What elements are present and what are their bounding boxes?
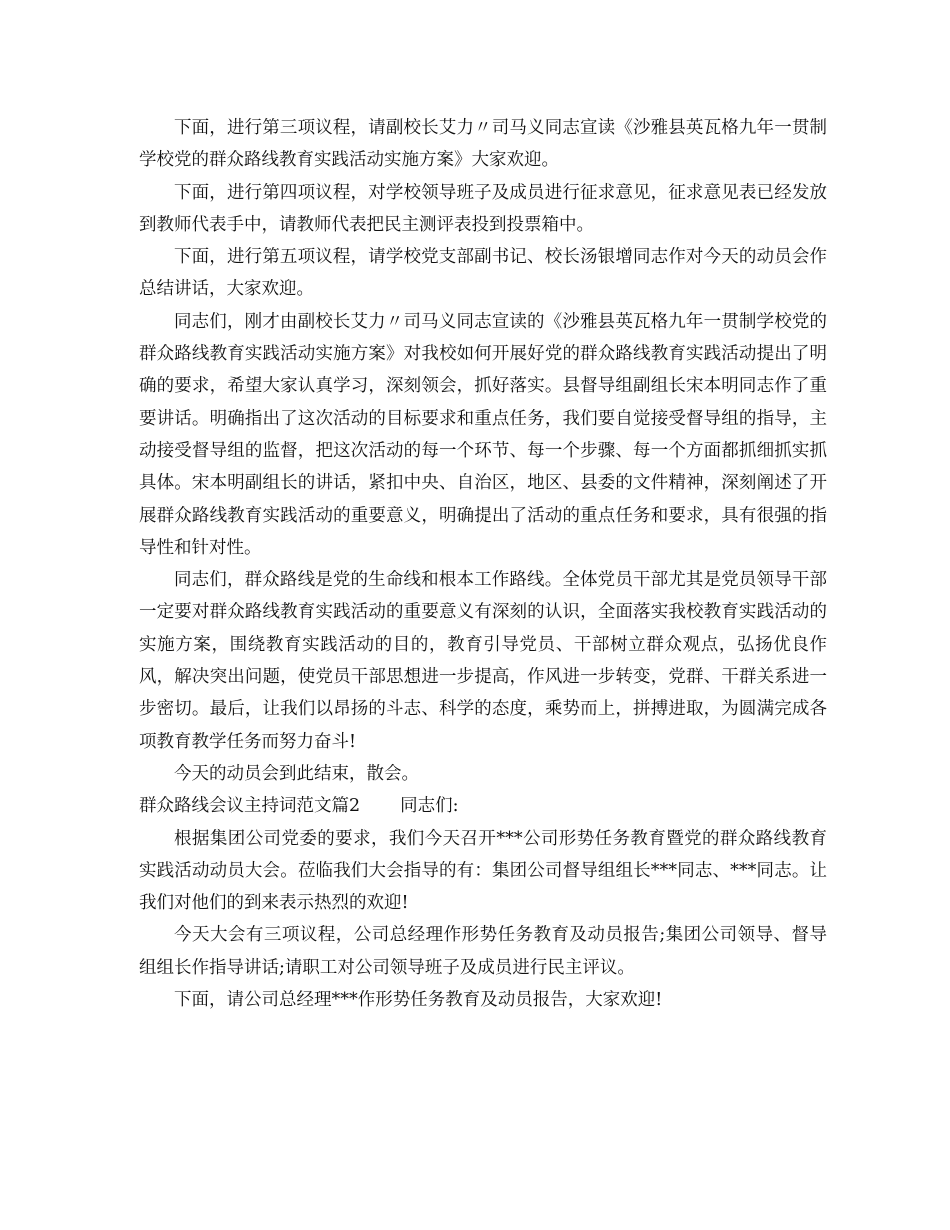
section-greeting: 同志们: [400, 796, 459, 817]
paragraph-agenda-item-3: 下面，进行第三项议程，请副校长艾力〃司马义同志宣读《沙雅县英瓦格九年一贯制学校党的群众路线教育实践活动实施方案》大家欢迎。 [139, 118, 827, 171]
section-title: 群众路线会议主持词范文篇2 [139, 796, 361, 817]
paragraph-report-invite: 下面，请公司总经理***作形势任务教育及动员报告，大家欢迎! [174, 990, 663, 1011]
paragraph-meeting-opening: 根据集团公司党委的要求，我们今天召开***公司形势任务教育暨党的群众路线教育实践活动动员大会。莅临我们大会指导的有：集团公司督导组组长***同志、***同志。让我们对他们的到来表示热烈的欢迎! [139, 828, 827, 914]
paragraph-summary-speech: 同志们，刚才由副校长艾力〃司马义同志宣读的《沙雅县英瓦格九年一贯制学校党的群众路线教育实践活动实施方案》对我校如何开展好党的群众路线教育实践活动提出了明确的要求，希望大家认真学习，深刻领会，抓好落实。县督导组副组长宋本明同志作了重要讲话。明确指出了这次活动的目标要求和重点任务，我们要自觉接受督导组的指导，主动接受督导组的监督，把这次活动的每一个环节、每一个步骤、每一个方面都抓细抓实抓具体。宋本明副组长的讲话，紧扣中央、自治区，地区、县委的文件精神，深刻阐述了开展群众路线教育实践活动的重要意义，明确提出了活动的重点任务和要求，具有很强的指导性和针对性。 [139, 311, 827, 558]
paragraph-agenda-overview: 今天大会有三项议程，公司总经理作形势任务教育及动员报告;集团公司领导、督导组组长作指导讲话;请职工对公司领导班子及成员进行民主评议。 [139, 925, 827, 978]
document-page [139, 112, 827, 1016]
paragraph-mass-line: 同志们，群众路线是党的生命线和根本工作路线。全体党员干部尤其是党员领导干部一定要对群众路线教育实践活动的重要意义有深刻的认识，全面落实我校教育实践活动的实施方案，围绕教育实践活动的目的，教育引导党员、干部树立群众观点，弘扬优良作风，解决突出问题，使党员干部思想进一步提高，作风进一步转变，党群、干群关系进一步密切。最后，让我们以昂扬的斗志、科学的态度，乘势而上，拼搏进取，为圆满完成各项教育教学任务而努力奋斗! [139, 570, 827, 752]
section-heading [139, 790, 827, 822]
paragraph-agenda-item-4: 下面，进行第四项议程，对学校领导班子及成员进行征求意见，征求意见表已经发放到教师代表手中，请教师代表把民主测评表投到投票箱中。 [139, 182, 827, 235]
paragraph-agenda-item-5: 下面，进行第五项议程，请学校党支部副书记、校长汤银增同志作对今天的动员会作总结讲话，大家欢迎。 [139, 247, 827, 300]
paragraph-closing: 今天的动员会到此结束，散会。 [174, 763, 419, 784]
